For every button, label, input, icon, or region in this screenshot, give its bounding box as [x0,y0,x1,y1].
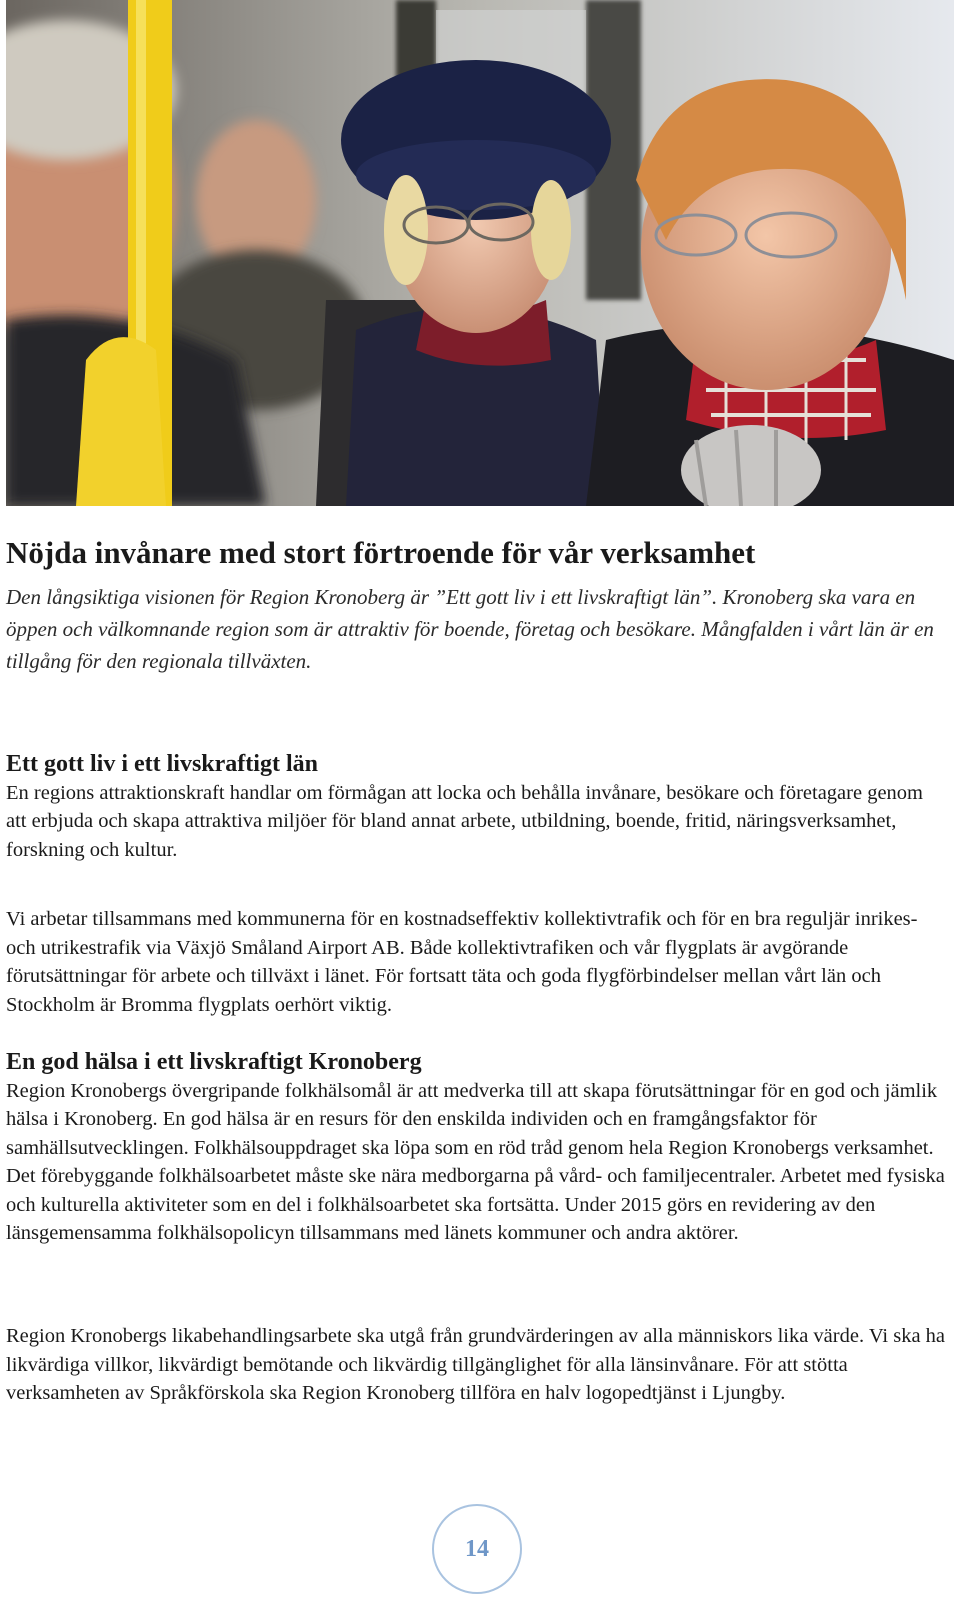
section-good-health [6,1048,946,1248]
section-paragraph: Region Kronobergs övergripande folkhälsomål är att medverka till att skapa förutsättningar för en god och jämlik hälsa i Kronoberg. En god hälsa är en resurs för den enskilda individen och en framgångsfaktor för samhällsutvecklingen. Folkhälsouppdraget ska löpa som en röd tråd genom hela Region Kronobergs verksamhet. Det förebyggande folkhälsoarbetet måste ske nära medborgarna på vård- och familjecentraler. Arbetet med fysiska och kulturella aktiviteter som en del i folkhälsoarbetet ska fortsätta. Under 2015 görs en revidering av den länsgemensamma folkhälsopolicyn tillsammans med länets kommuner och andra aktörer. [6,1079,945,1245]
section-paragraph: En regions attraktionskraft handlar om förmågan att locka och behålla invånare, besökare och företagare genom att erbjuda och skapa attraktiva miljöer för bland annat arbete, utbildning, boende, fritid, näringsverksamhet, forskning och kultur. [6,781,923,861]
section-good-health-equality [6,1322,946,1408]
bus-passengers-image [6,0,954,506]
section-heading: Ett gott liv i ett livskraftigt län [6,751,318,777]
section-paragraph: Region Kronobergs likabehandlingsarbete ska utgå från grundvärderingen av alla människors lika värde. Vi ska ha likvärdiga villkor, likvärdigt bemötande och likvärdig tillgänglighet för alla länsinvånare. För att stötta verksamheten av Språkförskola ska Region Kronoberg tillföra en halv logopedtjänst i Ljungby. [6,1325,946,1404]
intro-block [6,534,946,677]
section-good-life-transport [6,905,946,1019]
page-number: 14 [432,1504,522,1594]
page-title: Nöjda invånare med stort förtroende för vår verksamhet [6,535,756,570]
hero-photo [6,0,954,506]
section-paragraph: Vi arbetar tillsammans med kommunerna för en kostnadseffektiv kollektivtrafik och för en bra reguljär inrikes- och utrikestrafik via Växjö Småland Airport AB. Både kollektivtrafiken och vår flygplats är avgörande förutsättningar för arbete och tillväxt i länet. För fortsatt täta och goda flygförbindelser mellan vårt län och Stockholm är Bromma flygplats oerhört viktig. [6,908,918,1016]
section-heading: En god hälsa i ett livskraftigt Kronoberg [6,1049,422,1075]
section-good-life [6,750,946,864]
lead-paragraph: Den långsiktiga visionen för Region Kronoberg är ”Ett gott liv i ett livskraftigt län”. Kronoberg ska vara en öppen och välkomnande region som är attraktiv för boende, företag och besökare. Mångfalden i vårt län är en tillgång för den regionala tillväxten. [6,584,934,673]
